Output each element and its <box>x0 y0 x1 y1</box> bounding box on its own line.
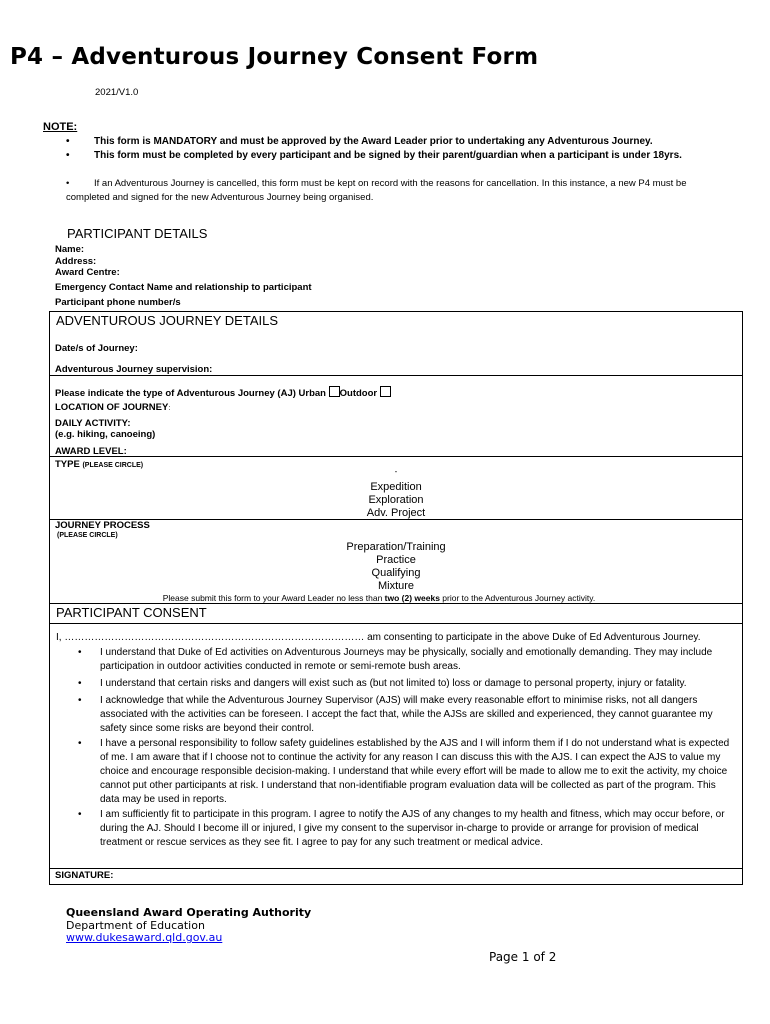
bullet-icon: • <box>66 136 70 147</box>
bullet-icon: • <box>78 695 82 706</box>
process-option-mixture[interactable]: Mixture <box>377 580 415 592</box>
address-label: Address: <box>55 256 97 267</box>
type-option-adv-project[interactable]: Adv. Project <box>366 507 426 519</box>
award-level-dash: - <box>394 467 398 476</box>
form-version: 2021/V1.0 <box>95 87 139 98</box>
process-option-preparation[interactable]: Preparation/Training <box>346 541 446 553</box>
footer-department: Department of Education <box>66 919 205 932</box>
daily-activity-label: DAILY ACTIVITY: <box>55 418 131 429</box>
aj-type-prompt: Please indicate the type of Adventurous Journey (AJ) Urban <box>55 388 326 399</box>
consent-item: • I understand that Duke of Ed activities on Adventurous Journeys may be physically, socially and emotionally demanding. They may include participation in outdoor activities conducted in remote or semi-remote bush areas. <box>78 647 713 672</box>
consent-item: • I am sufficiently fit to participate in this program. I agree to notify the AJS of any changes to my health and fitness, which may occur before, or during the AJ. Should I become ill or injured, I give my consent to the supervisor in-charge to provide or arrange for provision of medical treatment or rescue services as they see fit. I agree to pay for any such treatment or medical advice. <box>78 809 725 848</box>
divider <box>49 456 743 457</box>
page-number: Page 1 of 2 <box>489 950 557 964</box>
journey-process-label: JOURNEY PROCESS <box>55 520 150 531</box>
aj-type-row <box>55 386 391 399</box>
consent-intro: I, ……………………………………………………………………………… am consenting to participate in the above Duke of Ed Adventurous Journey. <box>56 632 701 643</box>
consent-body <box>56 631 736 850</box>
consent-item: • I have a personal responsibility to follow safety guidelines established by the AJS and I will inform them if I do not understand what is expected of me. I am aware that if I choose not to continue the activity for any reason I can discuss this with the AJS. I can expect the AJS to value my choice and encourage responsible decision-making. I understand that while every effort will be made to allow me to exit the activity, my choice cannot put other participants at risk. I understand that non-identifiable program evaluation data will be collected as part of the program. This data may be used in reports. <box>78 738 730 805</box>
type-please-circle: (PLEASE CIRCLE) <box>82 462 144 469</box>
note-label: NOTE: <box>43 121 78 133</box>
name-label: Name: <box>55 244 85 255</box>
bullet-icon: • <box>78 738 82 749</box>
type-options <box>49 481 743 520</box>
divider <box>49 375 743 376</box>
submit-note: Please submit this form to your Award Leader no less than two (2) weeks prior to the Adventurous Journey activity. <box>162 593 596 603</box>
location-colon: : <box>168 405 171 412</box>
process-option-practice[interactable]: Practice <box>376 554 416 566</box>
outdoor-label: Outdoor <box>339 388 378 399</box>
participant-details-heading: PARTICIPANT DETAILS <box>67 226 208 241</box>
consent-item: • I understand that certain risks and dangers will exist such as (but not limited to) loss or damage to personal property, injury or fatality. <box>78 678 687 689</box>
signature-label: SIGNATURE: <box>55 870 114 881</box>
outdoor-checkbox[interactable] <box>380 386 391 397</box>
emergency-contact-label: Emergency Contact Name and relationship to participant <box>55 282 312 293</box>
note-item-participant: • This form must be completed by every participant and be signed by their parent/guardian when a participant is under 18yrs. <box>66 150 682 161</box>
award-centre-label: Award Centre: <box>55 267 120 278</box>
bullet-icon: • <box>78 678 82 689</box>
footer-organisation: Queensland Award Operating Authority <box>66 906 312 919</box>
urban-checkbox[interactable] <box>329 386 340 397</box>
location-label: LOCATION OF JOURNEY <box>55 402 169 413</box>
process-option-qualifying[interactable]: Qualifying <box>371 567 421 579</box>
bullet-icon: • <box>66 178 70 189</box>
process-options <box>49 541 743 593</box>
note-item-mandatory: • This form is MANDATORY and must be approved by the Award Leader prior to undertaking any Adventurous Journey. <box>66 136 653 147</box>
consent-item: • I acknowledge that while the Adventurous Journey Supervisor (AJS) will make every reasonable effort to minimise risks, not all dangers associated with the activities can be foreseen. I accept the fact that, while the AJSs are skilled and experienced, they cannot guarantee my safety since some risks are beyond their control. <box>78 695 713 734</box>
bullet-icon: • <box>66 150 70 161</box>
bullet-icon: • <box>78 809 82 820</box>
consent-heading: PARTICIPANT CONSENT <box>56 605 207 620</box>
bullet-icon: • <box>78 647 82 658</box>
aj-details-heading: ADVENTUROUS JOURNEY DETAILS <box>56 313 279 328</box>
type-option-exploration[interactable]: Exploration <box>368 494 424 506</box>
phone-label: Participant phone number/s <box>55 297 181 308</box>
journey-supervision-label: Adventurous Journey supervision: <box>55 364 213 375</box>
type-label: TYPE <box>55 459 80 470</box>
divider <box>49 519 743 520</box>
daily-activity-example: (e.g. hiking, canoeing) <box>55 429 156 440</box>
process-please-circle: (PLEASE CIRCLE) <box>57 532 118 539</box>
divider <box>49 868 743 869</box>
divider <box>49 623 743 624</box>
footer-website-link[interactable]: www.dukesaward.qld.gov.au <box>66 931 223 944</box>
page-title: P4 – Adventurous Journey Consent Form <box>10 44 539 70</box>
award-level-label: AWARD LEVEL: <box>55 446 127 457</box>
journey-dates-label: Date/s of Journey: <box>55 343 138 354</box>
type-option-expedition[interactable]: Expedition <box>370 481 422 493</box>
location-row <box>55 402 170 413</box>
note-item-cancellation: • If an Adventurous Journey is cancelled, this form must be kept on record with the reasons for cancellation. In this instance, a new P4 must be completed and signed for the new Adventurous Journey being organised. <box>66 178 687 203</box>
